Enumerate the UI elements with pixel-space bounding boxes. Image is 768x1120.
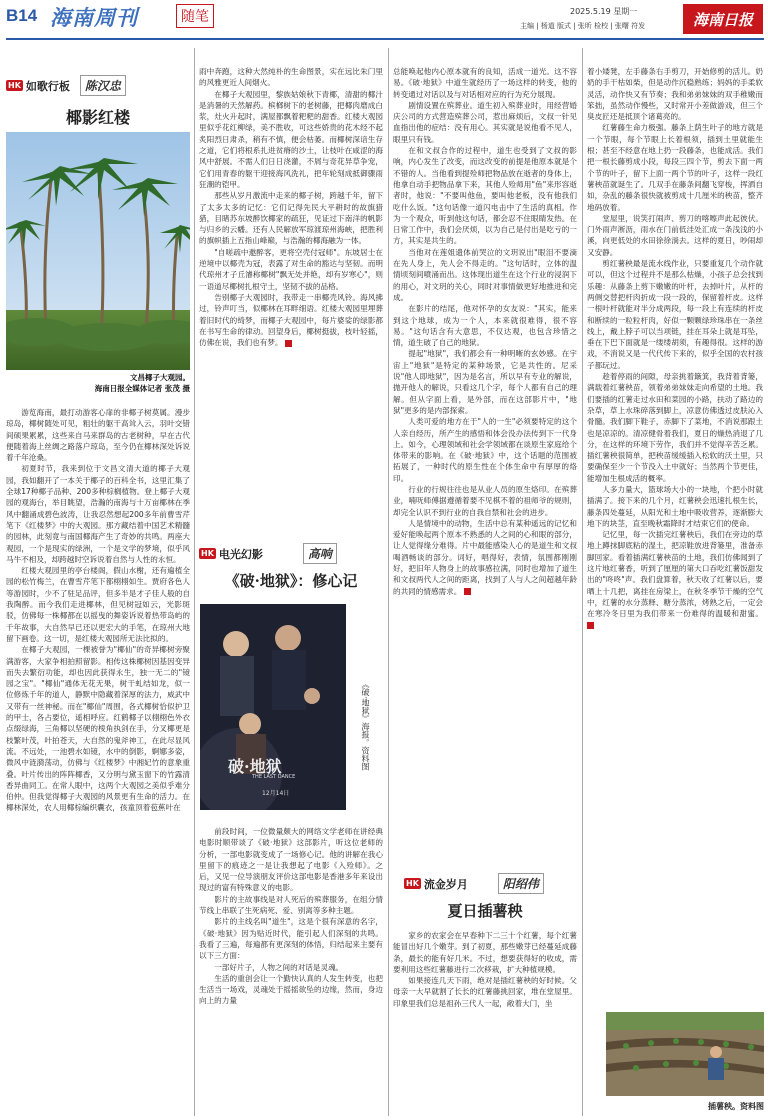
paragraph: 在椰子大观园里，黎族姑娘秋下青椰，清甜的椰汁是消暑的天然解药。槟榔树下的老树藤，把椰肉磨成白浆，灶火升起时，满屋都飘着粑粑的甜香。红楼大观园里似乎花红柳绿，美不胜收，可这些娇贵的花木经不起炙阳烈日肃杀，稍有不慎，便会枯萎。而椰树深谙生存之道，它们将根系扎进贫瘠的沙土，让枝叶在咸涩的海风中舒展。不需人们日日浇灌，不屑与奇花异草争宠，它们用青春的躯干迎接海风洗礼，把年轮刻成抵御骤雨狂潮的铠甲。 bbox=[199, 89, 383, 189]
end-mark-icon bbox=[464, 588, 471, 595]
paragraph: 影片的主故事线是对人死后的殡葬服务，在组分情节线上串联了生死病死、爱、别离等多种主题。 bbox=[199, 894, 383, 916]
poster-date: 12月14日 bbox=[262, 790, 290, 797]
paragraph: 游览海南，最打动游客心扉的非椰子树莫属。漫步琼岛，椰树随处可见，粗壮的躯干高耸入云，羽叶交错间硕果累累，这些来自马来群岛的古老树种，早在古代便随着海上丝绸之路落户琼岛，至今仍在椰林深处诉说着千年沧桑。 bbox=[6, 408, 190, 463]
paragraph: 剪红薯秧最是流水线作业，只要重复几个动作就可以，但这个过程并不是那么枯燥，小孩子总会找到乐趣：从藤条上剪下嫩嫩的叶杆，去掉叶片，从杆的两侧交替把杆肉折成一段一段的，保留着杆皮。这样一根叶杆就能对半分成两段，每一段上有连续的杆皮和断续的一粒粒杆肉，好似一颗颗绿珍珠串在一条丝线上，戴上脖子可以当项链，挂在耳朵上就是耳坠，垂在下巴下面就是一缕缕胡须，有趣得很。这样的游戏，不消说又是一代代传下来的，似乎全国的农村孩子都玩过。 bbox=[587, 259, 763, 370]
author-signature: 阳绍伟 bbox=[498, 873, 544, 894]
paragraph: 堂屋里，说笑打闹声、剪刀的喀嚓声此起彼伏。门外雨声淅沥，雨水在门前低洼处汇成一条浅浅的小溪，向更低处的水田徐徐淌去。这样的夏日，吵闹却又安静。 bbox=[587, 213, 763, 257]
column-head-2 bbox=[199, 543, 337, 564]
article-body bbox=[199, 826, 383, 1118]
photo-caption: 插薯秧。资料图 bbox=[708, 1102, 764, 1111]
author-signature: 陈汉忠 bbox=[80, 75, 126, 96]
newspaper-logo: 海南日报 bbox=[683, 4, 763, 34]
planting-photo bbox=[606, 1012, 764, 1096]
column-divider bbox=[388, 48, 389, 1116]
author-signature: 高响 bbox=[303, 543, 337, 564]
article-title: 《破·地狱》：修心记 bbox=[224, 572, 358, 590]
issue-date: 2025.5.19 星期一 bbox=[570, 7, 638, 16]
poster-subtitle: THE LAST DANCE bbox=[252, 774, 296, 780]
article-title: 椰影红楼 bbox=[65, 108, 130, 127]
article-body-continued bbox=[199, 66, 383, 516]
article-body-continued bbox=[393, 66, 577, 860]
column-name: 流金岁月 bbox=[423, 877, 468, 891]
caption-line-2: 海南日报全媒体记者 张茂 摄 bbox=[94, 384, 190, 393]
article-body bbox=[393, 930, 577, 1118]
paragraph: 影片的主线名叫"道生"，这是个很有深意的名字，《破·地狱》因为贴近时代，能引起人们深刻的共鸣。我看了三遍，每遍都有更深刻的体悟，归结起来主要有以下三方面： bbox=[199, 917, 383, 961]
paragraph bbox=[393, 518, 577, 597]
paragraph bbox=[199, 292, 383, 348]
paragraph-text: 人是情境中的动物，生活中总有某种遥远的记忆和爱好能唤起两个原本不熟悉的人之间的心和眼的部分，让人觉得缘分难得。片中最能感染人心的是道生和文叔喝酒畅谈的部分。词好，唱得好，表情，氛围都刚刚好，把旧年人物身上的故事感拉满，同时也增加了道生和文叔两代人之间的距离，找到了人与人之间超越年龄的共同的情感需求。 bbox=[393, 518, 577, 596]
masthead: 海南周刊 bbox=[50, 6, 138, 30]
paragraph bbox=[587, 529, 763, 631]
paragraph: 提起"地狱"，我们都会有一种明晰的玄妙感。在宇宙上"地狱"是特定的某种场景，它是共性的。尼采说"他人即地狱"，因为是名言，所以早有专业的解说，抛开他人的解说，只看这几个字，每个人都有自己的理解。但从字面上看，是外部，而在这部影片中，"地狱"更多的是内部探索。 bbox=[393, 349, 577, 415]
header-rule bbox=[6, 38, 764, 40]
column-name: 如歌行板 bbox=[25, 79, 70, 93]
section-label: 随笔 bbox=[176, 4, 214, 28]
paragraph: 在影片的结尾，他对怀孕的女友说："其实，能来到这个地球，成为一个人，本来就很难得，很不容易。"这句话含有大意思，不仅达观，也包含珍惜之情，道生破了自己的地狱。 bbox=[393, 304, 577, 348]
column-head-1 bbox=[6, 75, 126, 96]
end-mark-icon bbox=[285, 340, 292, 347]
film-poster bbox=[200, 604, 346, 810]
article-body-continued bbox=[587, 66, 763, 1006]
paragraph: 行业的行规往往也是从业人员的原生烙印。在殡葬业，喃呒师傅据遵循着要不见棋不着的祖师爷的规则，却完全认识不到行业的自我自禁和社会的进步。 bbox=[393, 484, 577, 517]
hk-icon: HK bbox=[406, 879, 419, 888]
paragraph: 人类可爱的地方在于"人的一生"必须要特定的这个人亲自经历，所产生的感悟和体会没办法传到下一代身上。如今，心理领域和社会学领域都在谈原生家庭给个体带来的影响。在《破·地狱》中，这个话题的范围被拓展了，一种时代的原生性在个体生命中有厚厚的烙印。 bbox=[393, 417, 577, 483]
paragraph: 趁着停雨的间隙，母亲挑着簸箕，我背着背篓，满载着红薯秧苗，领着弟弟妹妹走向希望的土地。我们要插的红薯走过水田和菜园的小路，扶动了路边的杂草，草上水珠碎落到脚上，凉意仿佛透过皮肤沁入骨髓。我们脚下鞋子，赤脚下了菜地，不消说那跟土也是凉凉的。清凉健骨着我们，夏日的燥热消退了几分，在这样的环境下劳作，我们并不觉得辛苦乏累。插红薯秧很简单，把秧苗缓缓插入松软的沃土里，只要确保至少一个节没入土中就好；当然两个节更佳，能增加生根成活的概率。 bbox=[587, 372, 763, 483]
column-divider bbox=[582, 48, 583, 1116]
article-title: 夏日插薯秧 bbox=[447, 902, 523, 920]
paragraph-text: 告别椰子大观园时，我带走一串椰壳风铃。海风拂过，铃声叮当，似椰林在耳畔细语。红楼大观园里埋葬着旧时代的绮梦，而椰子大观园中，每片婆娑的绿影都在书写生命的律动。回望身后，椰树挺拔，枝叶轻摇，仿佛在说，我们也有梦。 bbox=[199, 292, 383, 348]
article-body bbox=[6, 407, 190, 1119]
hk-icon: HK bbox=[8, 81, 21, 90]
column-name: 电光幻影 bbox=[218, 547, 263, 561]
hk-icon: HK bbox=[201, 549, 214, 558]
paragraph: 生活的重创会让一个勤快认真的人发生转变，也把生活当一场戏，灵魂处于摇摇欲坠的边缘，然而，身边向上的力量 bbox=[199, 973, 383, 1006]
paragraph: 如果接连几天下雨，绝对是插红薯秧的好时候。父母亲一大早就割了长长的红薯藤挑回家，堆在堂屋里。印象里我们总是祖孙三代人一起，敞着大门，坐 bbox=[393, 976, 577, 1008]
end-mark-icon bbox=[587, 622, 594, 629]
credits: 主编 | 杨道 版式 | 张昕 检校 | 张曙 符发 bbox=[520, 22, 646, 30]
paragraph: 在椰子大观园，一棵被誉为"椰仙"的奇异椰树旁聚满游客，大家争相拍照留影。相传这株椰树因基因变异而失去繁衍功能，却也因此获得永生，独一无二的"镜园之宝"。"椰仙"通体无花无果，树干虬结如龙，似一位修炼千年的道人，静默中隐藏着深厚的法力，威武中又带有一丝神秘。而在"椰仙"周围，各式椰树恰似护卫的甲士，各占要位，遥相呼应。红鹤椰子以栩栩色外衣点缀绿海，三角椰以坚硬的棱角执剑在手，分叉椰更是枝繁叶茂，叶拍苍天，大自然的鬼斧神工，在此尽显风流。不远处，一池碧水如镜，水中的倒影，婀娜多姿，微风中涟漪荡动，仿佛与《红楼梦》中湘妃竹的意象重叠。叶片传出的阵阵椰香，又分明与黛玉窗下的竹露清香异曲同工。在常人眼中，这两个大观园之美似乎难分伯仲。但我觉得椰子大观园的风景更有生命的活力。在椰林深处，农人用椰棕编织囊衣，孩童顶着苞蕉叶在 bbox=[6, 645, 190, 813]
paragraph: 家乡的农家会在早春种下二三十个红薯，每个红薯能冒出好几个嫩芽。到了初夏，那些嫩芽已经蔓延成藤条，最长的能有好几米。不过，想要获得好的收成，需要利用这些红薯藤进行二次移栽，扩大种植规模。 bbox=[393, 931, 577, 974]
paragraph: 红薯藤生命力极强。藤条上荫生叶子的地方就是一个节眼，每个节眼上长着根须，插到土里就能生根；甚至不经意在地上扔一段藤条，也能成活。我们把一根长藤剪成小段，每段三四个节，剪去下面一两个节的叶子，留下上面一两个节的叶子，这样一段红薯秧苗就诞生了。几双手在藤条间翻飞穿梭，挥洒自如，杂乱的藤条很快就被剪成十几厘米的秧苗，整齐地码放着。 bbox=[587, 123, 763, 212]
column-head-3 bbox=[404, 873, 544, 894]
paragraph-text: 记忆里，每一次插完红薯秧后，我们在旁边的草地上蹲抹脚底粘的湿土，把凉鞋放进背篓里，准备赤脚回家。看着插满红薯秧苗的土地，我们仿佛闻到了这片地红薯香，听到了厘厘的第大口吞吃红薯饭甜发出的"咚咚"声。我们盘算着，秋天收了红薯以后，要晒上十几把，离挂在房梁上，在秋冬季节干燥的空气中，红薯的水分蒸释、糖分蒸浓，烤熟之后，一定会在寒冷冬日里为我们带来一份难得的温暖和甜蜜。 bbox=[587, 530, 763, 619]
coconut-park-photo bbox=[6, 132, 190, 370]
paragraph: 人多力量大，篮球场大小的一块地，个把小时就插满了。接下来的几个月，红薯秧会迅速扎根生长，藤条四处蔓延，从阳光和土地中吸收营养，逐渐膨大地下的块茎，直至晚秋霜降时才结束它们的使命。 bbox=[587, 484, 763, 528]
paragraph: 当他对在莲姐遗体前哭泣的文玥说出"眼泪不要滴在先人身上，先人会不得走的。"这句话时，立体的温情顷刻间噴涌而出。这体现出道生在这个行业的浸润下的用心，对文玥的关心，同时对事情做更好地推进和完成。 bbox=[393, 247, 577, 302]
paragraph: 前段时间，一位微量颇大的网络文学老师在讲经典电影时顺带谈了《破·地狱》这部影片，听这位老师的分析，一部电影就变成了一场修心记。他的讲解在我心里留下的痕迹之一是让我想起了电影《入殓师》。之后，又见一位导演朋友评价这部电影是香港多年来设出现过的富有特殊意义的电影。 bbox=[199, 827, 383, 893]
paragraph: 初夏时节，我来到位于文昌文清大道的椰子大观园，我如翻开了一本关于椰子的百科全书，这里汇集了全球17种椰子品种、200多种棕榈植物。登上椰子大观园的观海台，举目眺望，浩瀚的南海与十万亩椰林在季风中翻涌成碧色波涛，让我忍然想起200多年前曹雪芹笔下《红楼梦》中的大观园。那方藏结着中国艺术精髓的园林，此刻竟与南国椰海产生了奇妙的共鸣。两座大观园，一个是现实的绿洲，一个是文学的梦境，似乎风马牛不相及，却跨越时空诉说着自然与人性的永恒。 bbox=[6, 464, 190, 564]
column-divider bbox=[194, 48, 195, 1116]
photo-caption bbox=[6, 372, 190, 394]
poster-title: 破·地狱 bbox=[228, 757, 282, 776]
page-number: B14 bbox=[6, 6, 38, 25]
paragraph: 那些从岁月激流中走来的椰子树，跨越千年，留下了太多太多的记忆：它们记得先民大平耕时的故旗猎猎，目睹苏东坡醉饮椰家的疏狂，见证过下南洋的帆影与归乡的云幡。还有人民解放军琼渡琼州海峡，把胜利的旗帜插上五指山峰巅，与浩瀚的椰海融为一体。 bbox=[199, 191, 383, 246]
paragraph: 雨中奔跑，这种大然纯朴的生命图景，实在远比朱门里的风雅更近人间烟火。 bbox=[199, 67, 383, 88]
poster-caption: 《破·地狱》海报。资料图 bbox=[361, 680, 370, 771]
caption-line-1: 文昌椰子大观园。 bbox=[130, 373, 190, 382]
paragraph: 在和文叔合作的过程中，道生也受到了文叔的影响，内心发生了改变，而这改变的前提是他原本就是个不错的人。当他看到提殓师把物品放在逝者的身体上，他拿自动手把物品拿下来，其他人殓师用"鱼"来形容逝者时，他说："不要叫他鱼，要叫他老板，没有他我们吃什么饭。"这句话像一道闪电击中了生活的真相。作为一个观众，听到他这句话，都会忍不住眼睛发热。在日常工作中，我们会厌烦，以为自己是付出是吃亏的一方，其实是共生的。 bbox=[393, 146, 577, 246]
paragraph: 剧情设置在殡葬业。道生初入殡葬业时，用经营婚庆公司的方式营造殡葬公司，惹出麻烦后，文叔一针见血指出他的症结：没有用心。其实就是说他看不见人，眼里只有钱。 bbox=[393, 100, 577, 144]
paragraph: 一部好片子，人物之间的对话是灵魂。 bbox=[214, 962, 344, 972]
paragraph: 红楼大观园里的亭台楼阁，假山水榭，还有遍植全园的松竹梅兰，在曹雪芹笔下都栩栩如生。贾府各色人等游园时，少不了驻足品评，但多半是才子佳人般的自我陶醉。而今我们走进椰林，但见树冠如云，光影斑驳，仿佛每一株椰都在以摇曳的舞姿诉说着热带岛屿的千年故事，大自然早已还以更宏大的手笔，在琼州大地留下画卷。这一切，是红楼大观园所无法比拟的。 bbox=[6, 566, 190, 643]
paragraph: 着小矮凳，左手藤条右手剪刀，开始修剪的活儿。奶奶的手干枯如柴，但是动作沉稳熟练；妈妈的手柔软灵活，动作快又有节奏；我和弟弟妹妹的双手稚嫩而笨拙，虽然动作慢些，又时常开小差做游戏，但三个臭皮匠还是抵顶个诸葛亮的。 bbox=[587, 67, 763, 122]
paragraph: 总能唤起他内心原本就有的良知，活成一道光。这不容易。《破·地狱》中道生就经历了一场这样的转变，他的转变通过对话以及与对话相对应的行为充分展现。 bbox=[393, 67, 577, 99]
paragraph: "自嗟疏中邀醉客，更将空壳付冠师"。东坡居士在逆境中以椰壳为冠，表露了对生命的豁达与坚韧。而明代琼州才子丘濬称椰树"飘无处并艳，却有岁寒心"，则一语道尽椰树扎根守土，坚韧不拔的品格。 bbox=[199, 247, 383, 291]
